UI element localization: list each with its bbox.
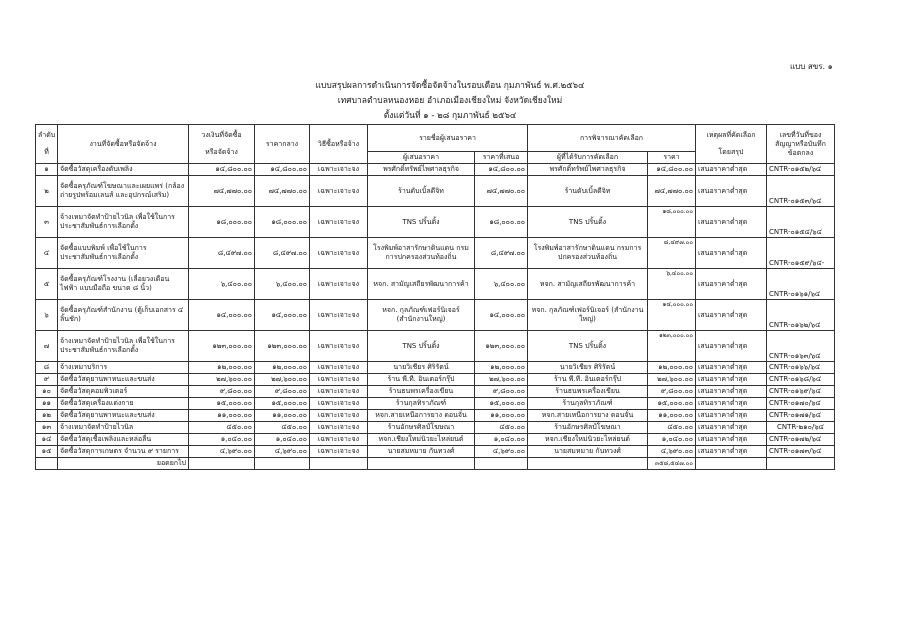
method-cell: เฉพาะเจาะจง [310, 207, 368, 238]
budget-cell: ๑๒๓,๐๐๐.๐๐ [189, 331, 255, 362]
total-row [36, 458, 835, 470]
method-cell: เฉพาะเจาะจง [310, 331, 368, 362]
offer-name-cell: หจก.เชียงใหม่นิวยะไหล่ยนต์ [368, 434, 475, 446]
reason-cell: เสนอราคาต่ำสุด [696, 434, 767, 446]
offer-price-cell: ๑๑,๐๐๐.๐๐ [475, 410, 528, 422]
selected-price-cell: ๘,๔๙๗.๐๐ [648, 238, 696, 269]
contract-cell: CNTR-๐๑๗๓/๖๔ [767, 446, 835, 458]
table-row [36, 362, 835, 374]
offer-price-cell: ๔๕๐.๐๐ [475, 422, 528, 434]
median-price-cell: ๑๒,๐๐๐.๐๐ [255, 362, 310, 374]
contract-cell: CNTR-๐๑๗๐/๖๔ [767, 398, 835, 410]
item-description: จ้างเหมาจัดทำป้ายไวนิล เพื่อใช้ในการ ประชาสัมพันธ์การเลือกตั้ง [58, 207, 189, 238]
budget-cell: ๔,๖๙๐.๐๐ [189, 446, 255, 458]
item-description: จัดซื้อวัสดุเครื่องแต่งกาย [58, 398, 189, 410]
selected-name-cell: หจก.เชียงใหม่นิวยะไหล่ยนต์ [528, 434, 648, 446]
offer-price-cell: ๗๔,๗๗๐.๐๐ [475, 176, 528, 207]
table-row [36, 386, 835, 398]
median-price-cell: ๑๕,๐๐๐.๐๐ [255, 398, 310, 410]
reason-cell: เสนอราคาต่ำสุด [696, 410, 767, 422]
reason-cell: เสนอราคาต่ำสุด [696, 422, 767, 434]
header-selection-group: การพิจารณาคัดเลือก [528, 125, 696, 152]
method-cell: เฉพาะเจาะจง [310, 434, 368, 446]
selected-price-cell: ๑๒๓,๐๐๐.๐๐ [648, 331, 696, 362]
selected-price-cell: ๑๕,๐๐๐.๐๐ [648, 398, 696, 410]
form-code: แบบ สขร. ๑ [790, 62, 833, 71]
selected-name-cell: ร้าน พี.ที. อินเตอร์กรุ๊ป [528, 374, 648, 386]
reason-cell: เสนอราคาต่ำสุด [696, 446, 767, 458]
offer-name-cell: ร้านอักษรศิลป์โฆษณา [368, 422, 475, 434]
median-price-cell: ๖,๔๐๐.๐๐ [255, 269, 310, 300]
offer-name-cell: พรศักดิ์ทรัพย์ไพศาลธุรกิจ [368, 164, 475, 176]
procurement-table [35, 124, 835, 470]
row-number: ๕ [36, 269, 58, 300]
median-price-cell: ๙,๘๐๐.๐๐ [255, 386, 310, 398]
offer-name-cell: นายสมหมาย กันทวงศ์ [368, 446, 475, 458]
offer-name-cell: ร้านธนพรเครื่องเขียน [368, 386, 475, 398]
selected-name-cell: หจก. สามัญเสถียรพัฒนาการค้า [528, 269, 648, 300]
selected-name-cell: TNS ปริ้นติ้ง [528, 207, 648, 238]
item-description: จ้างเหมาจัดทำป้ายไวนิล เพื่อใช้ในการ ประชาสัมพันธ์การเลือกตั้ง [58, 331, 189, 362]
reason-cell: เสนอราคาต่ำสุด [696, 238, 767, 269]
method-cell: เฉพาะเจาะจง [310, 374, 368, 386]
header-offer-price: ราคาที่เสนอ [475, 152, 528, 164]
selected-name-cell: ร้านดับเบิ้ลดีจิท [528, 176, 648, 207]
selected-price-cell: ๑๑,๐๐๐.๐๐ [648, 410, 696, 422]
budget-cell: ๑๑,๐๐๐.๐๐ [189, 410, 255, 422]
reason-cell: เสนอราคาต่ำสุด [696, 362, 767, 374]
table-row [36, 269, 835, 300]
item-description: จัดซื้อวัสดุเชื้อเพลิงและหล่อลื่น [58, 434, 189, 446]
median-price-cell: ๑๔,๐๐๐.๐๐ [255, 300, 310, 331]
table-row [36, 434, 835, 446]
budget-cell: ๔๕๐.๐๐ [189, 422, 255, 434]
row-number: ๑๐ [36, 386, 58, 398]
contract-cell: CNTR-๐๑๖๒/๖๔ [767, 300, 835, 331]
selected-name-cell: ร้านธนพรเครื่องเขียน [528, 386, 648, 398]
table-row [36, 300, 835, 331]
contract-cell: CNTR-๐๑๕๒/๖๔ [767, 164, 835, 176]
method-cell: เฉพาะเจาะจง [310, 422, 368, 434]
contract-cell: CNTR-๐๑๕๔/๖๔ [767, 207, 835, 238]
date-range-line: ตั้งแต่วันที่ ๑ - ๒๘ กุมภาพันธ์ ๒๕๖๔ [383, 111, 517, 121]
contract-cell: CNTR-๐๑๖๘/๖๔ [767, 374, 835, 386]
offer-price-cell: ๑๔,๐๐๐.๐๐ [475, 300, 528, 331]
row-number: ๑ [36, 164, 58, 176]
method-cell: เฉพาะเจาะจง [310, 386, 368, 398]
method-cell: เฉพาะเจาะจง [310, 410, 368, 422]
budget-cell: ๑๘,๐๐๐.๐๐ [189, 207, 255, 238]
median-price-cell: ๘,๔๙๗.๐๐ [255, 238, 310, 269]
table-row [36, 446, 835, 458]
budget-cell: ๘,๔๙๗.๐๐ [189, 238, 255, 269]
item-description: จัดซื้อครุภัณฑ์โฆษณาและเผยแพร่ (กล้อง ถ่ายรูปพร้อมเลนส์ และอุปกรณ์เสริม) [58, 176, 189, 207]
offer-name-cell: ร้านกุลทิราภัณฑ์ [368, 398, 475, 410]
median-price-cell: ๔,๖๙๐.๐๐ [255, 446, 310, 458]
row-number: ๑๔ [36, 434, 58, 446]
budget-cell: ๑๒,๐๐๐.๐๐ [189, 362, 255, 374]
row-number: ๔ [36, 238, 58, 269]
header-reason: เหตุผลที่คัดเลือก โดยสรุป [696, 125, 767, 164]
method-cell: เฉพาะเจาะจง [310, 362, 368, 374]
row-number: ๑๒ [36, 410, 58, 422]
header-selected-name: ผู้ที่ได้รับการคัดเลือก [528, 152, 648, 164]
reason-cell: เสนอราคาต่ำสุด [696, 386, 767, 398]
contract-cell: CNTR-๐๑๖๙/๖๔ [767, 386, 835, 398]
selected-name-cell: หจก. กุลภัณฑ์เฟอร์นิเจอร์ (สำนักงานใหญ่) [528, 300, 648, 331]
budget-cell: ๑,๐๔๐.๐๐ [189, 434, 255, 446]
table-row [36, 207, 835, 238]
offer-price-cell: ๒๗,๖๐๐.๐๐ [475, 374, 528, 386]
offer-price-cell: ๖,๔๐๐.๐๐ [475, 269, 528, 300]
median-price-cell: ๒๗,๖๐๐.๐๐ [255, 374, 310, 386]
contract-cell: CNTR-๐๑๕๓/๖๔ [767, 176, 835, 207]
selected-price-cell: ๑,๐๔๐.๐๐ [648, 434, 696, 446]
median-price-cell: ๑๑,๐๐๐.๐๐ [255, 410, 310, 422]
offer-name-cell: หจก.สายเหนือการยาง ดอนจั่น [368, 410, 475, 422]
selected-price-cell: ๑๔,๘๐๐.๐๐ [648, 164, 696, 176]
selected-price-cell: ๒๗,๖๐๐.๐๐ [648, 374, 696, 386]
row-number: ๑๑ [36, 398, 58, 410]
offer-price-cell: ๑๒๓,๐๐๐.๐๐ [475, 331, 528, 362]
method-cell: เฉพาะเจาะจง [310, 176, 368, 207]
row-number: ๓ [36, 207, 58, 238]
selected-name-cell: TNS ปริ้นติ้ง [528, 331, 648, 362]
offer-name-cell: โรงพิมพ์อาสารักษาดินแดน กรมการปกครองส่วนท้องถิ่น [368, 238, 475, 269]
offer-price-cell: ๑๕,๐๐๐.๐๐ [475, 398, 528, 410]
offer-name-cell: ร้าน พี.ที. อินเตอร์กรุ๊ป [368, 374, 475, 386]
reason-cell: เสนอราคาต่ำสุด [696, 176, 767, 207]
selected-price-cell: ๑๒,๐๐๐.๐๐ [648, 362, 696, 374]
table-row [36, 164, 835, 176]
contract-cell: CNTR-๐๑๗๑/๖๔ [767, 410, 835, 422]
method-cell: เฉพาะเจาะจง [310, 446, 368, 458]
selected-name-cell: นายสมหมาย กันทวงศ์ [528, 446, 648, 458]
budget-cell: ๒๗,๖๐๐.๐๐ [189, 374, 255, 386]
offer-price-cell: ๙,๘๐๐.๐๐ [475, 386, 528, 398]
selected-price-cell: ๗๔,๗๗๐.๐๐ [648, 176, 696, 207]
header-method: วิธีซื้อหรือจ้าง [310, 125, 368, 164]
row-number: ๒ [36, 176, 58, 207]
budget-cell: ๑๔,๘๐๐.๐๐ [189, 164, 255, 176]
offer-name-cell: ร้านดับเบิ้ลดีจิท [368, 176, 475, 207]
item-description: จัดซื้อวัสดุคอมพิวเตอร์ [58, 386, 189, 398]
reason-cell: เสนอราคาต่ำสุด [696, 207, 767, 238]
reason-cell: เสนอราคาต่ำสุด [696, 331, 767, 362]
offer-name-cell: หจก. สามัญเสถียรพัฒนาการค้า [368, 269, 475, 300]
selected-price-cell: ๑๔,๐๐๐.๐๐ [648, 300, 696, 331]
header-budget: วงเงินที่จัดซื้อ หรือจัดจ้าง [189, 125, 255, 164]
header-median: ราคากลาง [255, 125, 310, 164]
contract-cell: CNTR-๐๑๖๓/๖๔ [767, 331, 835, 362]
reason-cell: เสนอราคาต่ำสุด [696, 164, 767, 176]
row-number: ๑๕ [36, 446, 58, 458]
item-description: จัดซื้อวัสดุเครื่องดับเพลิง [58, 164, 189, 176]
selected-name-cell: ร้านอักษรศิลป์โฆษณา [528, 422, 648, 434]
offer-name-cell: หจก. กุลภัณฑ์เฟอร์นิเจอร์ (สำนักงานใหญ่) [368, 300, 475, 331]
header-item: งานที่จัดซื้อหรือจัดจ้าง [58, 125, 189, 164]
row-number: ๗ [36, 331, 58, 362]
total-amount: ๓๕๘,๕๔๗.๐๐ [648, 458, 696, 470]
offer-price-cell: ๑๔,๘๐๐.๐๐ [475, 164, 528, 176]
budget-cell: ๖,๔๐๐.๐๐ [189, 269, 255, 300]
organization-line: เทศบาลตำบลหนองหอย อำเภอเมืองเชียงใหม่ จังหวัดเชียงใหม่ [337, 96, 563, 106]
offer-price-cell: ๑๒,๐๐๐.๐๐ [475, 362, 528, 374]
header-no: ลำดับ ที่ [36, 125, 58, 164]
median-price-cell: ๑๒๓,๐๐๐.๐๐ [255, 331, 310, 362]
header-offer-name: ผู้เสนอราคา [368, 152, 475, 164]
selected-name-cell: พรศักดิ์ทรัพย์ไพศาลธุรกิจ [528, 164, 648, 176]
reason-cell: เสนอราคาต่ำสุด [696, 374, 767, 386]
table-row [36, 422, 835, 434]
table-row [36, 238, 835, 269]
total-label: ยอดยกไป [58, 458, 189, 470]
budget-cell: ๗๔,๗๗๐.๐๐ [189, 176, 255, 207]
median-price-cell: ๔๕๐.๐๐ [255, 422, 310, 434]
offer-name-cell: TNS ปริ้นติ้ง [368, 331, 475, 362]
budget-cell: ๑๕,๐๐๐.๐๐ [189, 398, 255, 410]
table-row [36, 410, 835, 422]
median-price-cell: ๑๔,๘๐๐.๐๐ [255, 164, 310, 176]
item-description: จัดซื้อครุภัณฑ์โรงงาน (เลื่อยวงเดือนไฟฟ้า แบบมือถือ ขนาด ๘ นิ้ว) [58, 269, 189, 300]
offer-price-cell: ๘,๔๙๗.๐๐ [475, 238, 528, 269]
reason-cell: เสนอราคาต่ำสุด [696, 398, 767, 410]
method-cell: เฉพาะเจาะจง [310, 164, 368, 176]
report-title: แบบสรุปผลการดำเนินการจัดซื้อจัดจ้างในรอบเดือน กุมภาพันธ์ พ.ศ.๒๕๖๔ [315, 81, 585, 91]
table-row [36, 398, 835, 410]
selected-name-cell: นายวิเชียร ศิริรัตน์ [528, 362, 648, 374]
item-description: จ้างเหมาบริการ [58, 362, 189, 374]
budget-cell: ๑๔,๐๐๐.๐๐ [189, 300, 255, 331]
row-number: ๘ [36, 362, 58, 374]
offer-name-cell: TNS ปริ้นติ้ง [368, 207, 475, 238]
row-number: ๙ [36, 374, 58, 386]
item-description: จัดซื้อวัสดุยานพาหนะและขนส่ง [58, 410, 189, 422]
selected-price-cell: ๙,๘๐๐.๐๐ [648, 386, 696, 398]
selected-name-cell: ร้านกุลทิราภัณฑ์ [528, 398, 648, 410]
table-row [36, 176, 835, 207]
offer-name-cell: นายวิเชียร ศิริรัตน์ [368, 362, 475, 374]
budget-cell: ๙,๘๐๐.๐๐ [189, 386, 255, 398]
contract-cell: CNTR-๐๑๖๑/๖๔ [767, 269, 835, 300]
median-price-cell: ๗๔,๗๗๐.๐๐ [255, 176, 310, 207]
offer-price-cell: ๔,๖๙๐.๐๐ [475, 446, 528, 458]
header-selected-price: ราคา [648, 152, 696, 164]
method-cell: เฉพาะเจาะจง [310, 300, 368, 331]
median-price-cell: ๑๘,๐๐๐.๐๐ [255, 207, 310, 238]
row-number: ๖ [36, 300, 58, 331]
selected-price-cell: ๔๕๐.๐๐ [648, 422, 696, 434]
item-description: จัดซื้อครุภัณฑ์สำนักงาน (ตู้เก็บเอกสาร ๔ ลิ้นชัก) [58, 300, 189, 331]
item-description: จัดซื้อแบบพิมพ์ เพื่อใช้ในการ ประชาสัมพันธ์การเลือกตั้ง [58, 238, 189, 269]
selected-price-cell: ๑๘,๐๐๐.๐๐ [648, 207, 696, 238]
header-contract: เลขที่วันที่ของ สัญญาหรือบันทึก ข้อตกลง [767, 125, 835, 164]
selected-price-cell: ๖,๔๐๐.๐๐ [648, 269, 696, 300]
item-description: จัดซื้อวัสดุยานพาหนะและขนส่ง [58, 374, 189, 386]
method-cell: เฉพาะเจาะจง [310, 269, 368, 300]
reason-cell: เสนอราคาต่ำสุด [696, 300, 767, 331]
contract-cell: CNTR-๐๑๗๒/๖๔ [767, 434, 835, 446]
selected-price-cell: ๔,๖๙๐.๐๐ [648, 446, 696, 458]
offer-price-cell: ๑,๐๔๐.๐๐ [475, 434, 528, 446]
method-cell: เฉพาะเจาะจง [310, 398, 368, 410]
table-row [36, 331, 835, 362]
contract-cell: CNTR-๐๑๕๙/๖๔- [767, 238, 835, 269]
method-cell: เฉพาะเจาะจง [310, 238, 368, 269]
table-row [36, 374, 835, 386]
selected-name-cell: หจก.สายเหนือการยาง ดอนจั่น [528, 410, 648, 422]
item-description: จ้างเหมาจัดทำป้ายไวนิล [58, 422, 189, 434]
selected-name-cell: โรงพิมพ์อาสารักษาดินแดน กรมการปกครองส่วนท้องถิ่น [528, 238, 648, 269]
header-offer-group: รายชื่อผู้เสนอราคา [368, 125, 528, 152]
offer-price-cell: ๑๘,๐๐๐.๐๐ [475, 207, 528, 238]
median-price-cell: ๑,๐๔๐.๐๐ [255, 434, 310, 446]
contract-cell: CNTR-๐๑๖๖/๖๔ [767, 362, 835, 374]
row-number: ๑๓ [36, 422, 58, 434]
reason-cell: เสนอราคาต่ำสุด [696, 269, 767, 300]
item-description: จัดซื้อวัสดุการเกษตร จำนวน ๙ รายการ [58, 446, 189, 458]
contract-cell: CNTR-๒๑๐/๖๔ [767, 422, 835, 434]
